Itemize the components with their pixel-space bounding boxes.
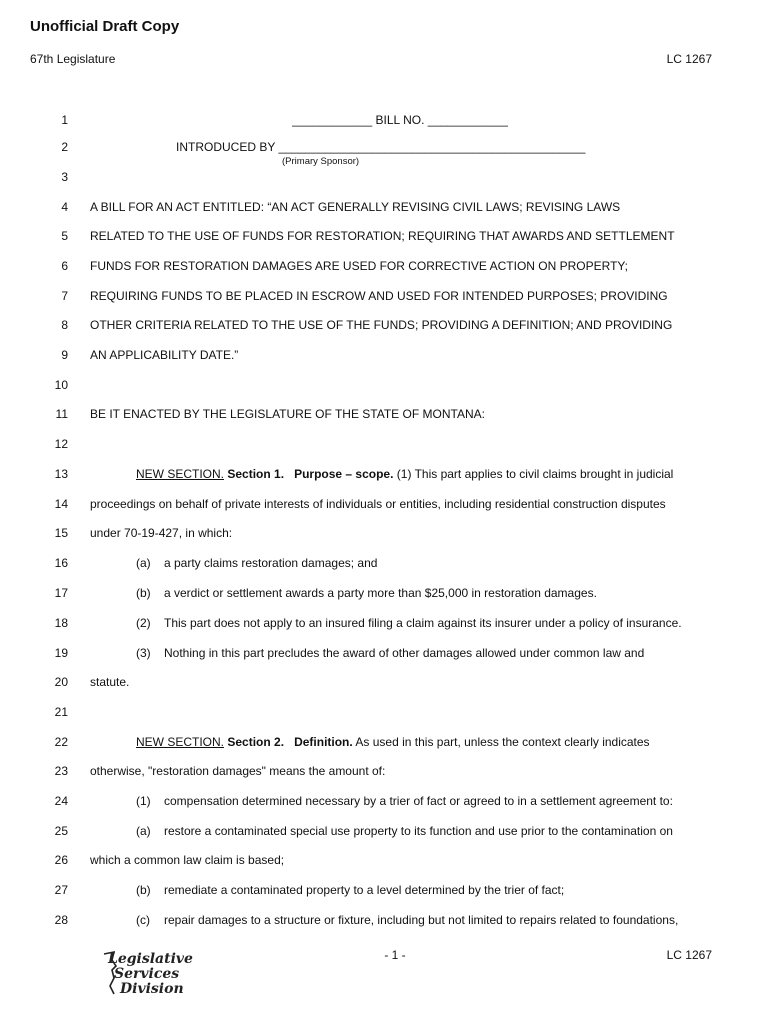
subsection-marker: (3) (136, 646, 151, 660)
document-line (0, 378, 770, 396)
document-line (0, 556, 770, 574)
line-number: 8 (61, 318, 68, 332)
line-text: statute. (90, 675, 130, 689)
document-line (0, 913, 770, 931)
document-line (0, 229, 770, 247)
line-text: which a common law claim is based; (90, 853, 285, 867)
section-title: Purpose – scope. (294, 467, 394, 481)
line-number: 25 (54, 824, 68, 838)
section-title: Definition. (294, 735, 353, 749)
line-number: 13 (54, 467, 68, 481)
line-number: 15 (54, 526, 68, 540)
document-line (0, 170, 770, 188)
document-line (0, 348, 770, 366)
document-line (0, 824, 770, 842)
line-number: 9 (61, 348, 68, 362)
line-number: 24 (54, 794, 68, 808)
legislature-label: 67th Legislature (30, 52, 116, 66)
document-line (0, 735, 770, 753)
line-number: 12 (54, 437, 68, 451)
document-line (0, 646, 770, 664)
primary-sponsor-label: (Primary Sponsor) (282, 156, 360, 167)
line-number: 21 (54, 705, 68, 719)
line-text: AN APPLICABILITY DATE.” (90, 348, 239, 362)
document-line (0, 259, 770, 277)
line-number: 1 (61, 113, 68, 127)
line-number: 19 (54, 646, 68, 660)
subsection-marker: (b) (136, 586, 151, 600)
line-text: This part does not apply to an insured filing a claim against its insurer under a policy of insurance. (164, 616, 682, 630)
line-text: Nothing in this part precludes the award of other damages allowed under common law and (164, 646, 645, 660)
new-section-label: NEW SECTION. (136, 467, 225, 481)
subsection-marker: (b) (136, 883, 151, 897)
line-number: 14 (54, 497, 68, 511)
document-line (0, 318, 770, 336)
line-text: REQUIRING FUNDS TO BE PLACED IN ESCROW AND USED FOR INTENDED PURPOSES; PROVIDING (90, 289, 668, 303)
document-line (0, 705, 770, 723)
lc-number-footer: LC 1267 (666, 948, 712, 962)
line-number: 18 (54, 616, 68, 630)
line-number: 27 (54, 883, 68, 897)
line-text: RELATED TO THE USE OF FUNDS FOR RESTORATION; REQUIRING THAT AWARDS AND SETTLEMENT (90, 229, 675, 243)
line-text: otherwise, "restoration damages" means the amount of: (90, 764, 386, 778)
document-line (0, 675, 770, 693)
subsection-marker: (2) (136, 616, 151, 630)
lc-number-header: LC 1267 (666, 52, 712, 66)
document-line (0, 113, 770, 131)
line-number: 11 (55, 407, 68, 421)
line-number: 7 (61, 289, 68, 303)
line-number: 28 (54, 913, 68, 927)
line-number: 23 (54, 764, 68, 778)
line-text: FUNDS FOR RESTORATION DAMAGES ARE USED FOR CORRECTIVE ACTION ON PROPERTY; (90, 259, 628, 273)
line-number: 10 (54, 378, 68, 392)
document-line (0, 200, 770, 218)
line-text: a party claims restoration damages; and (164, 556, 378, 570)
document-line (0, 289, 770, 307)
introduced-by-line: INTRODUCED BY ______________________________________________ (176, 140, 586, 154)
line-number: 26 (54, 853, 68, 867)
subsection-marker: (a) (136, 556, 151, 570)
document-line (0, 764, 770, 782)
enacting-clause: BE IT ENACTED BY THE LEGISLATURE OF THE STATE OF MONTANA: (90, 407, 485, 421)
subsection-marker: (c) (136, 913, 150, 927)
line-text: remediate a contaminated property to a level determined by the trier of fact; (164, 883, 565, 897)
line-number: 17 (54, 586, 68, 600)
document-line (0, 437, 770, 455)
line-text: under 70-19-427, in which: (90, 526, 233, 540)
legislative-services-logo (100, 950, 210, 998)
page-number: - 1 - (384, 948, 406, 962)
new-section-label: NEW SECTION. (136, 735, 225, 749)
line-number: 20 (54, 675, 68, 689)
document-line (0, 467, 770, 485)
line-text: proceedings on behalf of private interests of individuals or entities, including residential construction disputes (90, 497, 666, 511)
bill-number-line: ____________ BILL NO. ____________ (292, 113, 508, 127)
line-number: 4 (61, 200, 68, 214)
line-text: restore a contaminated special use property to its function and use prior to the contamination on (164, 824, 673, 838)
section-number: Section 1. (227, 467, 285, 481)
logo-text-line: Legislative (108, 951, 193, 967)
line-text: OTHER CRITERIA RELATED TO THE USE OF THE FUNDS; PROVIDING A DEFINITION; AND PROVIDING (90, 318, 673, 332)
subsection-marker: (1) (136, 794, 151, 808)
section-2-heading (136, 735, 650, 749)
line-text: repair damages to a structure or fixture, including but not limited to repairs related to foundations, (164, 913, 679, 927)
section-number: Section 2. (227, 735, 285, 749)
document-line (0, 586, 770, 604)
subsection-marker: (a) (136, 824, 151, 838)
document-line (0, 140, 770, 158)
document-line (0, 794, 770, 812)
logo-text-line: Services (114, 966, 180, 982)
line-text: A BILL FOR AN ACT ENTITLED: “AN ACT GENERALLY REVISING CIVIL LAWS; REVISING LAWS (90, 200, 621, 214)
line-number: 6 (61, 259, 68, 273)
section-1-heading (136, 467, 673, 481)
document-line (0, 497, 770, 515)
line-number: 5 (61, 229, 68, 243)
document-line (0, 883, 770, 901)
section-text: (1) This part applies to civil claims brought in judicial (396, 467, 674, 481)
document-line (0, 407, 770, 425)
document-line (0, 526, 770, 544)
line-text: compensation determined necessary by a trier of fact or agreed to in a settlement agreement to: (164, 794, 673, 808)
line-number: 3 (61, 170, 68, 184)
section-text: As used in this part, unless the context clearly indicates (355, 735, 650, 749)
line-number: 2 (61, 140, 68, 154)
document-line (0, 853, 770, 871)
document-line (0, 616, 770, 634)
logo-text-line: Division (120, 981, 184, 997)
line-text: a verdict or settlement awards a party more than $25,000 in restoration damages. (164, 586, 597, 600)
line-number: 16 (54, 556, 68, 570)
draft-title: Unofficial Draft Copy (30, 18, 180, 35)
line-number: 22 (54, 735, 68, 749)
